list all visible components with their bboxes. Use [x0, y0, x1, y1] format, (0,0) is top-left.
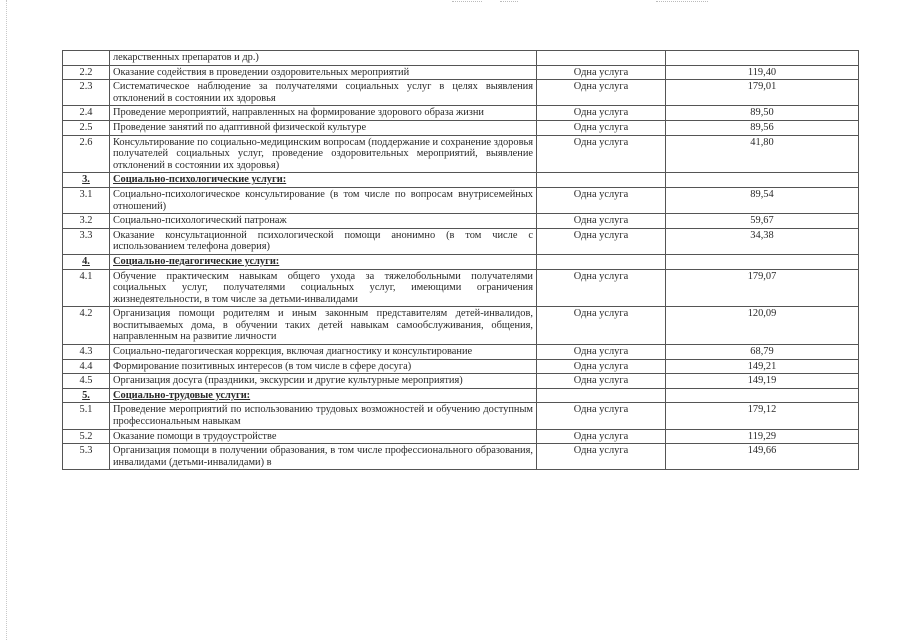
- table-body: [63, 51, 859, 470]
- scan-mark: [500, 1, 518, 2]
- unit-of-service: Одна услуга: [537, 307, 666, 345]
- section-header-row: [63, 388, 859, 403]
- row-number: 5.3: [63, 444, 110, 470]
- unit-of-service: [537, 388, 666, 403]
- tariff-price: 41,80: [666, 135, 859, 173]
- row-number: 3.2: [63, 214, 110, 229]
- row-number: 5.1: [63, 403, 110, 429]
- tariff-price: 149,19: [666, 374, 859, 389]
- unit-of-service: Одна услуга: [537, 228, 666, 254]
- service-name: Оказание содействия в проведении оздоровительных мероприятий: [110, 65, 537, 80]
- service-name: Социально-психологический патронаж: [110, 214, 537, 229]
- unit-of-service: Одна услуга: [537, 80, 666, 106]
- row-number: [63, 51, 110, 66]
- row-number: 3.: [63, 173, 110, 188]
- service-name: Организация помощи в получении образования, в том числе профессионального образования, инвалидами (детьми-инвалидами) в: [110, 444, 537, 470]
- table-row: [63, 106, 859, 121]
- unit-of-service: Одна услуга: [537, 345, 666, 360]
- service-name: Социально-психологические услуги:: [110, 173, 537, 188]
- service-name: Обучение практическим навыкам общего ухода за тяжелобольными получателями социальных услуг, получателями социальных услуг, имеющими ограничения жизнедеятельности, в том числе за детьми-инвалидами: [110, 269, 537, 307]
- row-number: 2.6: [63, 135, 110, 173]
- tariff-price: 149,66: [666, 444, 859, 470]
- unit-of-service: Одна услуга: [537, 444, 666, 470]
- tariff-price: 89,54: [666, 187, 859, 213]
- tariff-price: 179,07: [666, 269, 859, 307]
- table-row: [63, 214, 859, 229]
- table-row: [63, 429, 859, 444]
- unit-of-service: Одна услуга: [537, 359, 666, 374]
- unit-of-service: Одна услуга: [537, 269, 666, 307]
- service-name: Социально-педагогические услуги:: [110, 254, 537, 269]
- tariff-price: 34,38: [666, 228, 859, 254]
- unit-of-service: Одна услуга: [537, 135, 666, 173]
- scan-mark: [452, 1, 482, 2]
- service-name: Оказание консультационной психологической помощи анонимно (в том числе с использованием телефона доверия): [110, 228, 537, 254]
- service-name: Организация досуга (праздники, экскурсии и другие культурные мероприятия): [110, 374, 537, 389]
- tariff-price: 179,12: [666, 403, 859, 429]
- service-name: Консультирование по социально-медицинским вопросам (поддержание и сохранение здоровья получателей социальных услуг, проведение оздоровительных мероприятий, выявление отклонений в состоянии их здоровья): [110, 135, 537, 173]
- service-name: Формирование позитивных интересов (в том числе в сфере досуга): [110, 359, 537, 374]
- unit-of-service: [537, 254, 666, 269]
- row-number: 2.3: [63, 80, 110, 106]
- tariff-price: 120,09: [666, 307, 859, 345]
- row-number: 4.2: [63, 307, 110, 345]
- service-name: Оказание помощи в трудоустройстве: [110, 429, 537, 444]
- tariff-price: 119,40: [666, 65, 859, 80]
- row-number: 2.4: [63, 106, 110, 121]
- table-row: [63, 120, 859, 135]
- table-row: [63, 228, 859, 254]
- table-row: [63, 51, 859, 66]
- table-row: [63, 135, 859, 173]
- unit-of-service: Одна услуга: [537, 403, 666, 429]
- row-number: 5.2: [63, 429, 110, 444]
- table-row: [63, 307, 859, 345]
- unit-of-service: Одна услуга: [537, 65, 666, 80]
- tariff-price: [666, 51, 859, 66]
- row-number: 5.: [63, 388, 110, 403]
- service-name: Проведение мероприятий, направленных на формирование здорового образа жизни: [110, 106, 537, 121]
- table-row: [63, 359, 859, 374]
- tariff-price: 68,79: [666, 345, 859, 360]
- table-row: [63, 269, 859, 307]
- table-row: [63, 65, 859, 80]
- row-number: 4.4: [63, 359, 110, 374]
- tariff-price: 89,56: [666, 120, 859, 135]
- unit-of-service: Одна услуга: [537, 214, 666, 229]
- unit-of-service: Одна услуга: [537, 374, 666, 389]
- services-price-table: [62, 50, 859, 470]
- scan-mark: [656, 1, 708, 2]
- row-number: 4.5: [63, 374, 110, 389]
- unit-of-service: [537, 173, 666, 188]
- tariff-price: 59,67: [666, 214, 859, 229]
- unit-of-service: Одна услуга: [537, 120, 666, 135]
- unit-of-service: Одна услуга: [537, 429, 666, 444]
- table-row: [63, 187, 859, 213]
- tariff-price: 119,29: [666, 429, 859, 444]
- row-number: 4.3: [63, 345, 110, 360]
- table-row: [63, 345, 859, 360]
- service-name: Систематическое наблюдение за получателями социальных услуг в целях выявления отклонений в состоянии их здоровья: [110, 80, 537, 106]
- service-name: Проведение занятий по адаптивной физической культуре: [110, 120, 537, 135]
- service-name: Социально-трудовые услуги:: [110, 388, 537, 403]
- tariff-price: 89,50: [666, 106, 859, 121]
- table-row: [63, 403, 859, 429]
- unit-of-service: [537, 51, 666, 66]
- unit-of-service: Одна услуга: [537, 187, 666, 213]
- row-number: 4.: [63, 254, 110, 269]
- table-row: [63, 374, 859, 389]
- service-name: Социально-педагогическая коррекция, включая диагностику и консультирование: [110, 345, 537, 360]
- section-header-row: [63, 254, 859, 269]
- row-number: 2.5: [63, 120, 110, 135]
- tariff-price: [666, 388, 859, 403]
- tariff-price: [666, 254, 859, 269]
- unit-of-service: Одна услуга: [537, 106, 666, 121]
- tariff-price: [666, 173, 859, 188]
- scan-edge: [6, 0, 7, 640]
- row-number: 2.2: [63, 65, 110, 80]
- table-row: [63, 80, 859, 106]
- section-header-row: [63, 173, 859, 188]
- service-name: Организация помощи родителям и иным законным представителям детей-инвалидов, воспитываемых дома, в обучении таких детей навыкам самообслуживания, общения, направленным на развитие личности: [110, 307, 537, 345]
- service-name: Социально-психологическое консультирование (в том числе по вопросам внутрисемейных отношений): [110, 187, 537, 213]
- row-number: 3.1: [63, 187, 110, 213]
- row-number: 3.3: [63, 228, 110, 254]
- tariff-price: 179,01: [666, 80, 859, 106]
- service-name: лекарственных препаратов и др.): [110, 51, 537, 66]
- tariff-price: 149,21: [666, 359, 859, 374]
- row-number: 4.1: [63, 269, 110, 307]
- table-row: [63, 444, 859, 470]
- service-name: Проведение мероприятий по использованию трудовых возможностей и обучению доступным профессиональным навыкам: [110, 403, 537, 429]
